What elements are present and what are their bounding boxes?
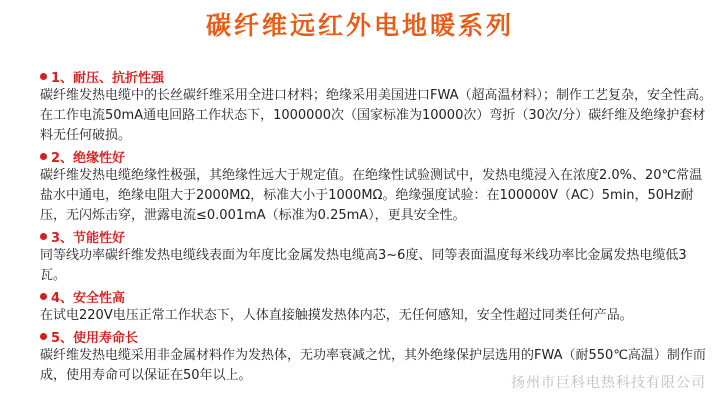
section-heading-text: 3、节能性好 xyxy=(51,230,126,246)
bullet-icon xyxy=(40,333,47,340)
section-energy-saving xyxy=(40,226,712,286)
section-text: 碳纤维发热电缆采用非金属材料作为发热体，无功率衰减之忧，其外绝缘保护层选用的FWA（耐550℃高温）制作而成，使用寿命可以保证在50年以上。 xyxy=(40,348,706,383)
bullet-icon xyxy=(40,73,47,80)
bullet-icon xyxy=(40,293,47,300)
section-heading-text: 1、耐压、抗折性强 xyxy=(51,70,165,86)
section-text: 碳纤维发热电缆绝缘性极强，其绝缘性远大于规定值。在绝缘性试验测试中，发热电缆浸入在浓度2.0%、20℃常温盐水中通电，绝缘电阻大于2000MΩ，标准大小于1000MΩ。绝缘强度试验：在100000V（AC）5min，50Hz耐压，无闪烁击穿，泄露电流≤0.001mA（标准为0.25mA），更具安全性。 xyxy=(40,168,703,223)
content-area xyxy=(40,66,712,386)
section-heading-text: 2、绝缘性好 xyxy=(51,150,126,166)
section-withstand-voltage xyxy=(40,66,712,146)
section-text: 在试电220V电压正常工作状态下，人体直接触摸发热体内芯，无任何感知，安全性超过同类任何产品。 xyxy=(40,308,633,323)
section-heading-text: 5、使用寿命长 xyxy=(51,330,139,346)
section-heading xyxy=(40,66,712,86)
section-text: 同等线功率碳纤维发热电缆线表面为年度比金属发热电缆高3~6度、同等表面温度每米线功率比金属发热电缆低3瓦。 xyxy=(40,248,687,283)
bullet-icon xyxy=(40,153,47,160)
section-heading xyxy=(40,226,712,246)
bullet-icon xyxy=(40,233,47,240)
page-title: 碳纤维远红外电地暖系列 xyxy=(205,11,514,40)
section-insulation xyxy=(40,146,712,226)
section-text: 碳纤维发热电缆中的长丝碳纤维采用全进口材料；绝缘采用美国进口FWA（超高温材料）；制作工艺复杂，安全性高。在工作电流50mA通电回路工作状态下，1000000次（国家标准为10000次）弯折（30次/分）碳纤维及绝缘护套材料无任何破损。 xyxy=(40,88,713,143)
section-heading-text: 4、安全性高 xyxy=(51,290,126,306)
section-heading xyxy=(40,146,712,166)
section-heading xyxy=(40,326,712,346)
section-heading xyxy=(40,286,712,306)
company-watermark: 扬州市巨科电热科技有限公司 xyxy=(511,375,706,391)
section-safety xyxy=(40,286,712,326)
